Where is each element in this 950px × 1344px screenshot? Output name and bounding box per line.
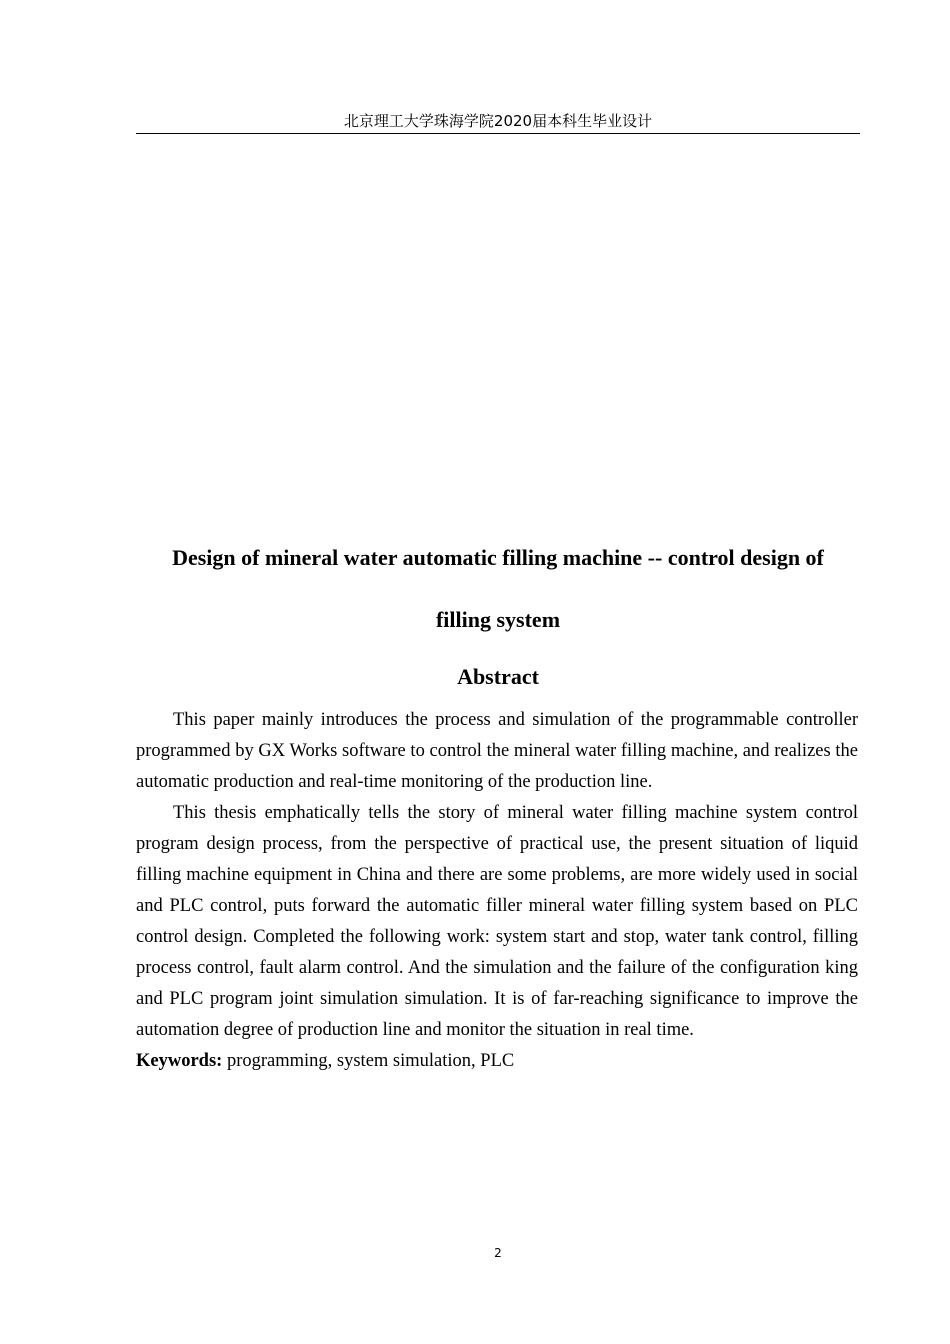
document-title-line-2: filling system — [435, 607, 561, 632]
keywords-value: programming, system simulation, PLC — [222, 1051, 515, 1071]
abstract-paragraph-1: This paper mainly introduces the process and simulation of the programmable controller programmed by GX Works software to control the mineral water filling machine, and realizes the automatic production and real-time monitoring of the production line. — [136, 710, 858, 792]
document-title-line-1: Design of mineral water automatic filling machine -- control design of — [172, 545, 824, 570]
abstract-body — [136, 705, 858, 1077]
abstract-paragraph-2: This thesis emphatically tells the story of mineral water filling machine system control program design process, from the perspective of practical use, the present situation of liquid filling machine equipment in China and there are some problems, are more widely used in social and PLC control, puts forward the automatic filler mineral water filling system based on PLC control design. Completed the following work: system start and stop, water tank control, filling process control, fault alarm control. And the simulation and the failure of the configuration king and PLC program joint simulation simulation. It is of far-reaching significance to improve the automation degree of production line and monitor the situation in real time. — [136, 803, 858, 1040]
page-header: 北京理工大学珠海学院2020届本科生毕业设计 — [136, 111, 860, 134]
abstract-heading: Abstract — [457, 664, 539, 689]
keywords-line — [136, 1046, 858, 1077]
keywords-label: Keywords: — [136, 1051, 223, 1071]
page-number: 2 — [494, 1246, 502, 1260]
